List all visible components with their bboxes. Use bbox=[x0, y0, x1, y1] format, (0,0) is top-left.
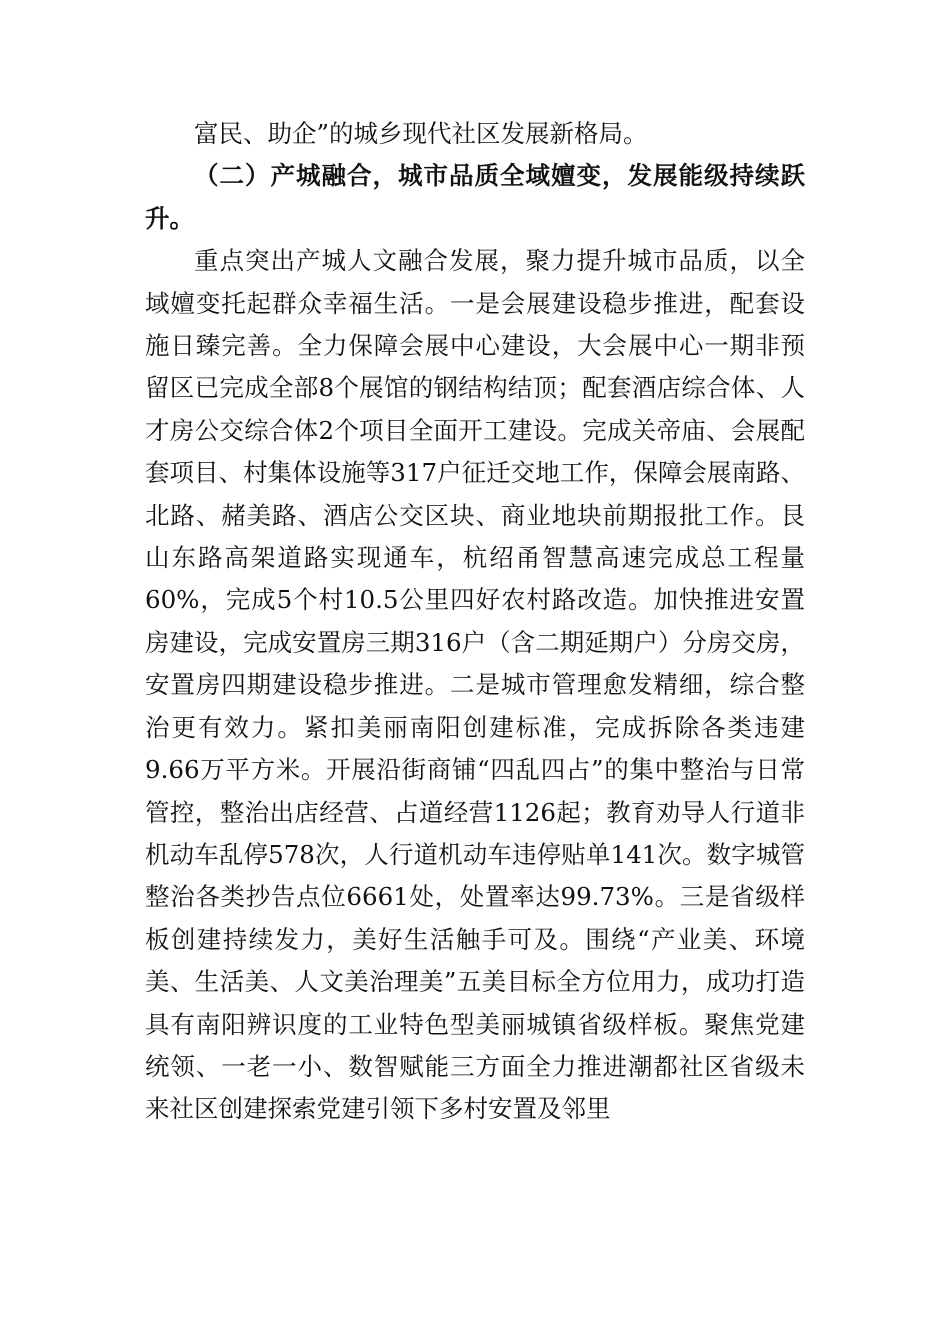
section-heading: （二）产城融合，城市品质全域嬗变，发展能级持续跃升。 bbox=[145, 161, 805, 233]
continuation-paragraph: 富民、助企”的城乡现代社区发展新格局。 bbox=[194, 119, 648, 148]
body-paragraph: 重点突出产城人文融合发展，聚力提升城市品质，以全域嬗变托起群众幸福生活。一是会展建设稳步推进，配套设施日臻完善。全力保障会展中心建设，大会展中心一期非预留区已完成全部8个展馆的钢结构结顶；配套酒店综合体、人才房公交综合体2个项目全面开工建设。完成关帝庙、会展配套项目、村集体设施等317户征迁交地工作，保障会展南路、北路、赭美路、酒店公交区块、商业地块前期报批工作。艮山东路高架道路实现通车，杭绍甬智慧高速完成总工程量60%，完成5个村10.5公里四好农村路改造。加快推进安置房建设，完成安置房三期316户（含二期延期户）分房交房，安置房四期建设稳步推进。二是城市管理愈发精细，综合整治更有效力。紧扣美丽南阳创建标准，完成拆除各类违建9.66万平方米。开展沿街商铺“四乱四占”的集中整治与日常管控，整治出店经营、占道经营1126起；教育劝导人行道非机动车乱停578次，人行道机动车违停贴单141次。数字城管整治各类抄告点位6661处，处置率达99.73%。三是省级样板创建持续发力，美好生活触手可及。围绕“产业美、环境美、生活美、人文美治理美”五美目标全方位用力，成功打造具有南阳辨识度的工业特色型美丽城镇省级样板。聚焦党建统领、一老一小、数智赋能三方面全力推进潮都社区省级未来社区创建探索党建引领下多村安置及邻里 bbox=[145, 246, 805, 1124]
document-body bbox=[145, 113, 805, 1131]
